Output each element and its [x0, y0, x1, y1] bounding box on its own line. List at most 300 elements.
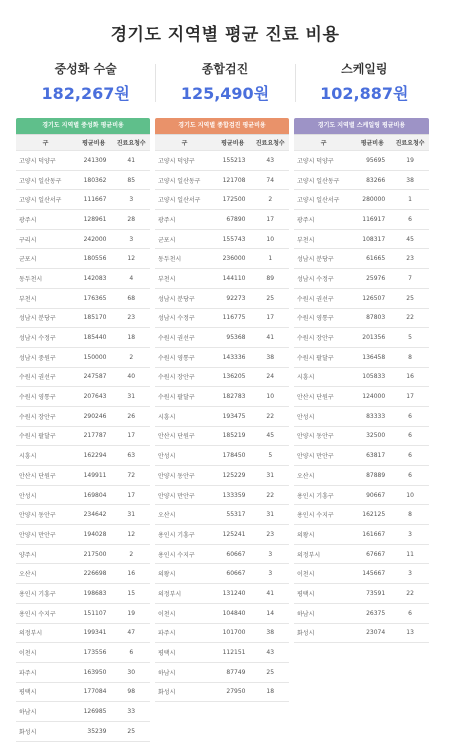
- avg-cost-cell: 116917: [353, 210, 391, 230]
- district-cell: 안양시 만안구: [155, 485, 214, 505]
- avg-cost-cell: 150000: [75, 347, 113, 367]
- table-row: [16, 662, 150, 682]
- request-count-cell: 23: [391, 249, 429, 269]
- table-row: [16, 682, 150, 702]
- avg-cost-cell: 194028: [75, 525, 113, 545]
- request-count-cell: 12: [112, 525, 150, 545]
- table-row: [16, 367, 150, 387]
- avg-cost-cell: 217787: [75, 426, 113, 446]
- request-count-cell: 3: [391, 564, 429, 584]
- request-count-cell: 3: [391, 525, 429, 545]
- district-cell: 양주시: [16, 544, 75, 564]
- avg-cost-cell: 280000: [353, 190, 391, 210]
- table-row: [155, 269, 289, 289]
- district-cell: 파주시: [16, 662, 75, 682]
- district-cell: 동두천시: [155, 249, 214, 269]
- data-table: [155, 134, 289, 702]
- district-cell: 성남시 분당구: [16, 308, 75, 328]
- avg-cost-cell: 128961: [75, 210, 113, 230]
- avg-cost-cell: 124000: [353, 387, 391, 407]
- avg-cost-cell: 143336: [214, 347, 252, 367]
- request-count-cell: 3: [251, 564, 289, 584]
- avg-cost-cell: 32500: [353, 426, 391, 446]
- request-count-cell: 25: [391, 288, 429, 308]
- column-header-avg-cost: 평균비용: [75, 135, 113, 151]
- request-count-cell: 38: [391, 170, 429, 190]
- request-count-cell: 13: [391, 623, 429, 643]
- district-cell: 하남시: [294, 603, 353, 623]
- request-count-cell: 16: [391, 367, 429, 387]
- district-cell: 수원시 권선구: [294, 288, 353, 308]
- district-cell: 수원시 팔달구: [294, 347, 353, 367]
- table-title: 경기도 지역별 종합검진 평균비용: [155, 118, 289, 134]
- avg-cost-cell: 169804: [75, 485, 113, 505]
- district-cell: 고양시 덕양구: [16, 151, 75, 171]
- avg-cost-cell: 121708: [214, 170, 252, 190]
- request-count-cell: 89: [251, 269, 289, 289]
- avg-cost-cell: 126507: [353, 288, 391, 308]
- table-row: [294, 623, 429, 643]
- district-cell: 파주시: [155, 623, 214, 643]
- request-count-cell: 4: [112, 269, 150, 289]
- avg-cost-cell: 105833: [353, 367, 391, 387]
- table-row: [294, 288, 429, 308]
- avg-cost-cell: 199341: [75, 623, 113, 643]
- district-cell: 시흥시: [294, 367, 353, 387]
- table-row: [294, 308, 429, 328]
- table-row: [155, 190, 289, 210]
- avg-cost-cell: 26375: [353, 603, 391, 623]
- district-cell: 안성시: [155, 446, 214, 466]
- avg-cost-cell: 116775: [214, 308, 252, 328]
- table-row: [294, 249, 429, 269]
- table-row: [294, 151, 429, 171]
- table-row: [16, 406, 150, 426]
- district-cell: 평택시: [155, 643, 214, 663]
- district-cell: 평택시: [16, 682, 75, 702]
- request-count-cell: 1: [391, 190, 429, 210]
- table-row: [294, 406, 429, 426]
- request-count-cell: 14: [251, 603, 289, 623]
- district-cell: 수원시 권선구: [16, 367, 75, 387]
- request-count-cell: 19: [391, 151, 429, 171]
- request-count-cell: 3: [112, 229, 150, 249]
- avg-cost-cell: 142083: [75, 269, 113, 289]
- table-row: [155, 328, 289, 348]
- table-row: [155, 485, 289, 505]
- column-header-district: 구: [155, 135, 214, 151]
- table-row: [16, 328, 150, 348]
- request-count-cell: 41: [112, 151, 150, 171]
- column-header-request-count: 진료요청수: [251, 135, 289, 151]
- table-row: [16, 347, 150, 367]
- request-count-cell: 1: [251, 249, 289, 269]
- district-cell: 광주시: [294, 210, 353, 230]
- table-row: [155, 288, 289, 308]
- district-cell: 이천시: [294, 564, 353, 584]
- request-count-cell: 41: [251, 584, 289, 604]
- request-count-cell: 31: [112, 387, 150, 407]
- table-row: [155, 170, 289, 190]
- table-row: [16, 643, 150, 663]
- request-count-cell: 6: [391, 210, 429, 230]
- summary-value: 182,267원: [41, 84, 130, 103]
- district-cell: 오산시: [155, 505, 214, 525]
- request-count-cell: 85: [112, 170, 150, 190]
- avg-cost-cell: 149911: [75, 466, 113, 486]
- summary-neutering: [16, 60, 155, 106]
- table-row: [16, 623, 150, 643]
- request-count-cell: 18: [251, 682, 289, 702]
- request-count-cell: 3: [112, 190, 150, 210]
- table-row: [16, 446, 150, 466]
- table-row: [155, 544, 289, 564]
- request-count-cell: 63: [112, 446, 150, 466]
- table-row: [155, 347, 289, 367]
- request-count-cell: 5: [251, 446, 289, 466]
- request-count-cell: 23: [251, 525, 289, 545]
- request-count-cell: 6: [112, 643, 150, 663]
- request-count-cell: 31: [112, 505, 150, 525]
- district-cell: 부천시: [16, 288, 75, 308]
- table-title: 경기도 지역별 스케일링 평균비용: [294, 118, 429, 134]
- table-row: [16, 702, 150, 722]
- avg-cost-cell: 173556: [75, 643, 113, 663]
- table-row: [16, 564, 150, 584]
- district-cell: 이천시: [16, 643, 75, 663]
- avg-cost-cell: 83333: [353, 406, 391, 426]
- request-count-cell: 28: [112, 210, 150, 230]
- column-header-avg-cost: 평균비용: [214, 135, 252, 151]
- district-cell: 화성시: [294, 623, 353, 643]
- avg-cost-cell: 67667: [353, 544, 391, 564]
- table-row: [155, 643, 289, 663]
- table-row: [16, 544, 150, 564]
- avg-cost-cell: 125241: [214, 525, 252, 545]
- district-cell: 의왕시: [294, 525, 353, 545]
- avg-cost-cell: 126985: [75, 702, 113, 722]
- table-row: [155, 249, 289, 269]
- request-count-cell: 17: [251, 308, 289, 328]
- summary-label: 스케일링: [341, 62, 388, 76]
- avg-cost-cell: 180556: [75, 249, 113, 269]
- district-cell: 하남시: [16, 702, 75, 722]
- district-cell: 화성시: [155, 682, 214, 702]
- request-count-cell: 10: [251, 229, 289, 249]
- request-count-cell: 12: [112, 249, 150, 269]
- avg-cost-cell: 178450: [214, 446, 252, 466]
- request-count-cell: 22: [391, 308, 429, 328]
- request-count-cell: 6: [391, 466, 429, 486]
- avg-cost-cell: 290246: [75, 406, 113, 426]
- table-header-row: [294, 135, 429, 151]
- district-cell: 용인시 수지구: [294, 505, 353, 525]
- district-cell: 용인시 기흥구: [294, 485, 353, 505]
- avg-cost-cell: 108317: [353, 229, 391, 249]
- avg-cost-cell: 125229: [214, 466, 252, 486]
- district-cell: 성남시 분당구: [294, 249, 353, 269]
- request-count-cell: 41: [251, 328, 289, 348]
- request-count-cell: 22: [251, 485, 289, 505]
- avg-cost-cell: 136205: [214, 367, 252, 387]
- avg-cost-cell: 172500: [214, 190, 252, 210]
- avg-cost-cell: 185170: [75, 308, 113, 328]
- avg-cost-cell: 241309: [75, 151, 113, 171]
- request-count-cell: 17: [251, 210, 289, 230]
- request-count-cell: 8: [391, 505, 429, 525]
- avg-cost-cell: 155213: [214, 151, 252, 171]
- request-count-cell: 38: [251, 347, 289, 367]
- avg-cost-cell: 247587: [75, 367, 113, 387]
- district-cell: 수원시 장안구: [16, 406, 75, 426]
- district-cell: 안산시 단원구: [16, 466, 75, 486]
- avg-cost-cell: 207643: [75, 387, 113, 407]
- checkup-cost-table: [155, 118, 289, 702]
- avg-cost-cell: 25976: [353, 269, 391, 289]
- summary-bar: [16, 60, 434, 106]
- avg-cost-cell: 236000: [214, 249, 252, 269]
- district-cell: 수원시 권선구: [155, 328, 214, 348]
- table-row: [155, 525, 289, 545]
- table-row: [155, 662, 289, 682]
- table-row: [294, 505, 429, 525]
- district-cell: 구리시: [16, 229, 75, 249]
- data-table: [294, 134, 429, 643]
- district-cell: 고양시 일산동구: [294, 170, 353, 190]
- avg-cost-cell: 61665: [353, 249, 391, 269]
- avg-cost-cell: 145667: [353, 564, 391, 584]
- avg-cost-cell: 95695: [353, 151, 391, 171]
- table-row: [294, 426, 429, 446]
- district-cell: 의정부시: [294, 544, 353, 564]
- district-cell: 고양시 덕양구: [155, 151, 214, 171]
- avg-cost-cell: 73591: [353, 584, 391, 604]
- table-row: [294, 446, 429, 466]
- avg-cost-cell: 87749: [214, 662, 252, 682]
- avg-cost-cell: 155743: [214, 229, 252, 249]
- summary-scaling: [295, 60, 434, 106]
- avg-cost-cell: 136458: [353, 347, 391, 367]
- district-cell: 군포시: [155, 229, 214, 249]
- request-count-cell: 24: [251, 367, 289, 387]
- avg-cost-cell: 60667: [214, 544, 252, 564]
- avg-cost-cell: 87889: [353, 466, 391, 486]
- table-row: [294, 170, 429, 190]
- summary-checkup: [155, 60, 294, 106]
- district-cell: 고양시 일산서구: [155, 190, 214, 210]
- table-row: [16, 288, 150, 308]
- table-row: [16, 584, 150, 604]
- district-cell: 시흥시: [16, 446, 75, 466]
- request-count-cell: 74: [251, 170, 289, 190]
- avg-cost-cell: 92273: [214, 288, 252, 308]
- district-cell: 안성시: [16, 485, 75, 505]
- table-row: [16, 603, 150, 623]
- request-count-cell: 17: [391, 387, 429, 407]
- avg-cost-cell: 226698: [75, 564, 113, 584]
- table-row: [16, 229, 150, 249]
- district-cell: 성남시 수정구: [155, 308, 214, 328]
- request-count-cell: 18: [112, 328, 150, 348]
- avg-cost-cell: 161667: [353, 525, 391, 545]
- district-cell: 고양시 일산동구: [155, 170, 214, 190]
- district-cell: 이천시: [155, 603, 214, 623]
- table-row: [155, 505, 289, 525]
- table-row: [294, 328, 429, 348]
- district-cell: 고양시 덕양구: [294, 151, 353, 171]
- summary-label: 중성화 수술: [54, 62, 117, 76]
- district-cell: 수원시 팔달구: [16, 426, 75, 446]
- avg-cost-cell: 176365: [75, 288, 113, 308]
- request-count-cell: 3: [251, 544, 289, 564]
- table-row: [155, 426, 289, 446]
- district-cell: 안산시 단원구: [155, 426, 214, 446]
- avg-cost-cell: 217500: [75, 544, 113, 564]
- table-row: [155, 151, 289, 171]
- district-cell: 부천시: [294, 229, 353, 249]
- district-cell: 평택시: [294, 584, 353, 604]
- district-cell: 용인시 기흥구: [155, 525, 214, 545]
- table-body: [155, 151, 289, 702]
- district-cell: 안성시: [294, 406, 353, 426]
- request-count-cell: 25: [251, 662, 289, 682]
- table-row: [155, 466, 289, 486]
- request-count-cell: 8: [391, 347, 429, 367]
- request-count-cell: 43: [251, 151, 289, 171]
- neutering-cost-table: [16, 118, 150, 742]
- avg-cost-cell: 177084: [75, 682, 113, 702]
- table-row: [16, 170, 150, 190]
- table-row: [155, 210, 289, 230]
- district-cell: 오산시: [294, 466, 353, 486]
- request-count-cell: 2: [112, 347, 150, 367]
- data-table: [16, 134, 150, 742]
- table-row: [16, 466, 150, 486]
- avg-cost-cell: 95368: [214, 328, 252, 348]
- district-cell: 고양시 일산동구: [16, 170, 75, 190]
- district-cell: 수원시 팔달구: [155, 387, 214, 407]
- district-cell: 안산시 단원구: [294, 387, 353, 407]
- table-row: [155, 623, 289, 643]
- district-cell: 성남시 분당구: [155, 288, 214, 308]
- table-row: [16, 269, 150, 289]
- district-cell: 화성시: [16, 721, 75, 741]
- request-count-cell: 23: [112, 308, 150, 328]
- district-cell: 고양시 일산서구: [16, 190, 75, 210]
- table-row: [294, 367, 429, 387]
- table-row: [16, 249, 150, 269]
- request-count-cell: 7: [391, 269, 429, 289]
- district-cell: 안양시 동안구: [294, 426, 353, 446]
- district-cell: 광주시: [155, 210, 214, 230]
- table-row: [294, 466, 429, 486]
- request-count-cell: 6: [391, 446, 429, 466]
- table-row: [155, 406, 289, 426]
- avg-cost-cell: 23074: [353, 623, 391, 643]
- summary-value: 102,887원: [320, 84, 409, 103]
- avg-cost-cell: 182783: [214, 387, 252, 407]
- district-cell: 오산시: [16, 564, 75, 584]
- column-header-district: 구: [294, 135, 353, 151]
- avg-cost-cell: 162125: [353, 505, 391, 525]
- avg-cost-cell: 242000: [75, 229, 113, 249]
- table-row: [16, 151, 150, 171]
- column-header-avg-cost: 평균비용: [353, 135, 391, 151]
- district-cell: 성남시 수정구: [294, 269, 353, 289]
- request-count-cell: 25: [251, 288, 289, 308]
- request-count-cell: 22: [391, 584, 429, 604]
- district-cell: 용인시 수지구: [16, 603, 75, 623]
- column-header-district: 구: [16, 135, 75, 151]
- request-count-cell: 45: [251, 426, 289, 446]
- table-row: [16, 426, 150, 446]
- avg-cost-cell: 185219: [214, 426, 252, 446]
- request-count-cell: 6: [391, 603, 429, 623]
- avg-cost-cell: 101700: [214, 623, 252, 643]
- avg-cost-cell: 131240: [214, 584, 252, 604]
- request-count-cell: 31: [251, 505, 289, 525]
- district-cell: 광주시: [16, 210, 75, 230]
- request-count-cell: 31: [251, 466, 289, 486]
- request-count-cell: 10: [251, 387, 289, 407]
- avg-cost-cell: 55317: [214, 505, 252, 525]
- avg-cost-cell: 35239: [75, 721, 113, 741]
- request-count-cell: 16: [112, 564, 150, 584]
- column-header-request-count: 진료요청수: [112, 135, 150, 151]
- request-count-cell: 10: [391, 485, 429, 505]
- request-count-cell: 26: [112, 406, 150, 426]
- avg-cost-cell: 180362: [75, 170, 113, 190]
- avg-cost-cell: 198683: [75, 584, 113, 604]
- district-cell: 수원시 장안구: [155, 367, 214, 387]
- district-cell: 안양시 동안구: [16, 505, 75, 525]
- avg-cost-cell: 83266: [353, 170, 391, 190]
- request-count-cell: 22: [251, 406, 289, 426]
- page-title: 경기도 지역별 평균 진료 비용: [110, 25, 340, 45]
- request-count-cell: 2: [251, 190, 289, 210]
- table-row: [155, 446, 289, 466]
- table-row: [155, 682, 289, 702]
- table-row: [16, 721, 150, 741]
- table-row: [155, 584, 289, 604]
- table-row: [155, 603, 289, 623]
- table-row: [16, 485, 150, 505]
- table-header-row: [155, 135, 289, 151]
- district-cell: 시흥시: [155, 406, 214, 426]
- request-count-cell: 17: [112, 426, 150, 446]
- table-title: 경기도 지역별 중성화 평균비용: [16, 118, 150, 134]
- district-cell: 수원시 영통구: [294, 308, 353, 328]
- district-cell: 의정부시: [16, 623, 75, 643]
- table-row: [16, 387, 150, 407]
- table-row: [294, 584, 429, 604]
- avg-cost-cell: 27950: [214, 682, 252, 702]
- table-row: [155, 229, 289, 249]
- table-header-row: [16, 135, 150, 151]
- table-row: [294, 387, 429, 407]
- request-count-cell: 6: [391, 426, 429, 446]
- summary-value: 125,490원: [180, 84, 270, 103]
- table-row: [294, 229, 429, 249]
- district-cell: 안양시 만안구: [16, 525, 75, 545]
- table-row: [16, 190, 150, 210]
- table-row: [294, 210, 429, 230]
- district-cell: 용인시 수지구: [155, 544, 214, 564]
- avg-cost-cell: 67890: [214, 210, 252, 230]
- request-count-cell: 43: [251, 643, 289, 663]
- avg-cost-cell: 63817: [353, 446, 391, 466]
- avg-cost-cell: 111667: [75, 190, 113, 210]
